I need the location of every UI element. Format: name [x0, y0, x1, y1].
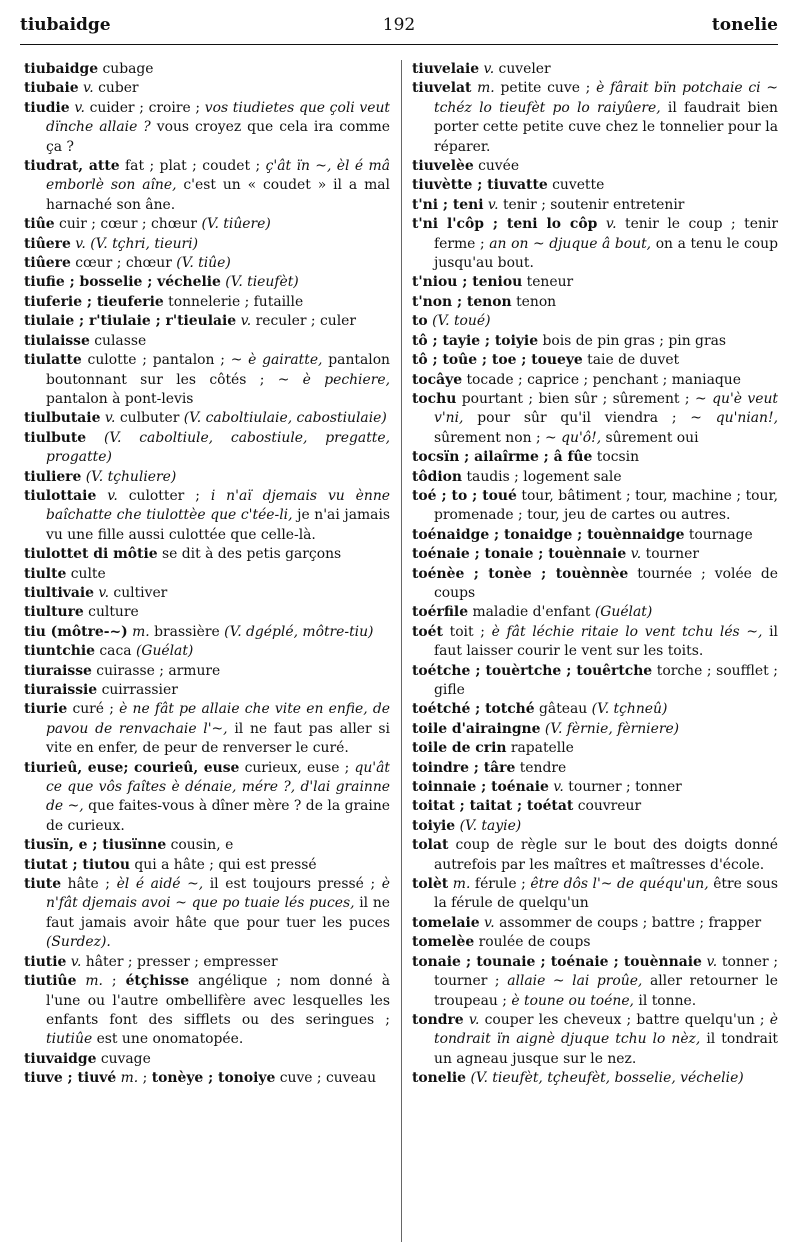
definition-text: teneur	[522, 274, 574, 291]
dictionary-entry	[24, 681, 390, 700]
dictionary-entry	[412, 526, 778, 545]
definition-text	[597, 216, 606, 232]
dictionary-entry	[412, 817, 778, 836]
dictionary-entry	[24, 875, 390, 953]
example-text: è ne fât pe allaie che vite en enfie, de pavou de renvachaie l'~,	[46, 701, 390, 737]
headword: toitat ; taitat ; toétat	[412, 798, 574, 815]
definition-text: ;	[138, 1070, 152, 1087]
definition-text: pantalon à pont-levis	[46, 390, 194, 407]
headword: tiutat ; tiutou	[24, 856, 130, 873]
headword: toindre ; târe	[412, 759, 516, 776]
dictionary-entry	[24, 215, 390, 234]
headword: tiulbute	[24, 429, 87, 446]
example-text: ç'ât ïn ~, èl é mâ emborlè son aîne,	[46, 158, 390, 194]
column-divider	[401, 60, 402, 1242]
headword: tonaie ; tounaie ; toénaie ; touènnaie	[412, 953, 702, 970]
definition-text: c'est un « coudet » il a mal harnaché son âne.	[46, 177, 390, 213]
headword: tiusïn, e ; tiusïnne	[24, 837, 167, 854]
dictionary-entry	[412, 836, 778, 875]
example-text: v. (V. tçhri, tieuri)	[75, 235, 199, 252]
definition-text: il faut laisser courir le vent sur les toits.	[434, 623, 778, 660]
dictionary-entry	[412, 79, 778, 157]
headword: toénaie ; tonaie ; touènnaie	[412, 546, 627, 563]
example-text: m.	[120, 1070, 139, 1087]
dictionary-entry	[24, 1069, 390, 1088]
example-text: (V. tçhneû)	[591, 701, 668, 718]
headword: tiulottet di môtie	[24, 546, 158, 563]
example-text: ~ è gairatte,	[230, 352, 323, 369]
example-text: v.	[240, 313, 252, 330]
definition-text: cubage	[98, 61, 154, 77]
definition-text: tendre	[515, 759, 567, 776]
dictionary-entry	[412, 157, 778, 176]
example-text: (V. toué)	[432, 313, 491, 330]
headword: toénaidge ; tonaidge ; touènnaidge	[412, 526, 685, 543]
dictionary-entry	[24, 79, 390, 98]
definition-text: cuvette	[547, 177, 605, 194]
headword: tô ; toûe ; toe ; toueye	[412, 352, 583, 369]
example-text: ~ qu'è veut v'ni,	[434, 390, 778, 427]
dictionary-entry	[24, 1050, 390, 1069]
dictionary-entry	[412, 953, 778, 1011]
definition-text: cuirasse ; armure	[91, 662, 221, 679]
headword: t'niou ; teniou	[412, 274, 523, 291]
headword: tiûere	[24, 235, 71, 252]
example-text: (V. tieufèt, tçheufèt, bosselie, véchelie)	[470, 1070, 744, 1087]
example-text: (V. tçhuliere)	[85, 468, 177, 485]
headword: étçhisse	[125, 973, 190, 990]
headword: tiulottaie	[24, 487, 97, 504]
headword: tiuraisse	[24, 662, 92, 679]
headword: tonelie	[412, 1070, 467, 1087]
example-text: (V. tiûe)	[176, 255, 231, 272]
example-text: allaie ~ lai proûe,	[507, 973, 643, 990]
definition-text: ;	[102, 973, 126, 990]
dictionary-entry	[412, 739, 778, 758]
headword: tiuve ; tiuvé	[24, 1070, 117, 1087]
example-text: è fât léchie ritaie lo vent tchu lés ~,	[491, 623, 763, 640]
header-first-word: tiubaidge	[20, 15, 111, 35]
definition-text: roulée de coups	[474, 934, 591, 951]
headword: toinnaie ; toénaie	[412, 779, 549, 796]
dictionary-entry	[24, 273, 390, 292]
headword: tiulbutaie	[24, 410, 101, 427]
definition-text: tenon	[511, 293, 557, 310]
dictionary-entry	[412, 933, 778, 952]
headword: toétché ; totché	[412, 701, 535, 718]
dictionary-entry	[24, 60, 390, 79]
headword: tiuraissie	[24, 682, 98, 698]
definition-text: tonner ; tourner ;	[434, 953, 778, 990]
definition-text: hâte ;	[61, 876, 117, 893]
headword: tiurieû, euse; courieû, euse	[24, 759, 240, 776]
definition-text: taudis ; logement sale	[462, 468, 622, 485]
dictionary-entry	[412, 700, 778, 719]
dictionary-entry	[24, 642, 390, 661]
dictionary-entry	[24, 293, 390, 312]
definition-text: pourtant ; bien sûr ; sûrement ;	[456, 390, 696, 407]
definition-text: gâteau	[534, 701, 592, 718]
dictionary-entry	[24, 700, 390, 758]
definition-text: couvreur	[573, 798, 642, 815]
dictionary-entry	[24, 953, 390, 972]
headword: tôdion	[412, 468, 463, 485]
dictionary-entry	[412, 759, 778, 778]
definition-text: tocade ; caprice ; penchant ; maniaque	[462, 371, 741, 388]
right-column	[412, 60, 778, 1245]
definition-text: curé ;	[67, 701, 120, 718]
definition-text: tournage	[684, 526, 753, 543]
headword: tiutiûe	[24, 973, 77, 990]
headword: tiubaidge	[24, 61, 99, 77]
headword: tocsïn ; ailaîrme ; â fûe	[412, 449, 593, 466]
headword: tiu (môtre-~)	[24, 623, 128, 640]
example-text: v.	[553, 779, 564, 796]
definition-text: assommer de coups ; battre ; frapper	[494, 914, 762, 931]
headword: tiuferie ; tieuferie	[24, 293, 164, 310]
dictionary-entry	[24, 312, 390, 331]
definition-text: culture	[83, 604, 139, 621]
page-header	[20, 12, 778, 42]
definition-text: cousin, e	[166, 837, 234, 854]
example-text: (V. tieufèt)	[225, 274, 299, 291]
definition-text: rapatelle	[506, 740, 574, 757]
definition-text: bois de pin gras ; pin gras	[538, 332, 727, 349]
dictionary-entry	[24, 157, 390, 215]
definition-text: tocsin	[592, 449, 640, 466]
definition-text: cuvée	[473, 158, 520, 175]
example-text: vos tiudietes que çoli veut dïnche allaie ?	[46, 99, 390, 136]
definition-text: cuir ; cœur ; chœur	[54, 216, 202, 233]
headword: tiuvelat	[412, 80, 472, 97]
definition-text: cuve ; cuveau	[275, 1070, 377, 1087]
definition-text: tour, bâtiment ; tour, machine ; tour, promenade ; tour, jeu de cartes ou autres.	[434, 487, 779, 524]
headword: to	[412, 313, 428, 330]
example-text: v.	[706, 953, 718, 970]
dictionary-entry	[412, 60, 778, 79]
headword: tiuntchie	[24, 643, 95, 660]
header-rule	[20, 44, 778, 45]
headword: tiudrat, atte	[24, 158, 120, 175]
definition-text: maladie d'enfant	[468, 604, 595, 621]
dictionary-entry	[412, 176, 778, 195]
dictionary-entry	[24, 429, 390, 468]
dictionary-entry	[412, 448, 778, 467]
example-text: è tondrait ïn aignè djuque tchu lo nèz,	[434, 1011, 779, 1048]
example-text: i n'aï djemais vu ènne baîchatte che tiulottèe que c'tée-li,	[46, 487, 390, 524]
example-text: tiutiûe	[46, 1031, 93, 1048]
dictionary-entry	[412, 545, 778, 564]
definition-text: il ne faut jamais avoir hâte que pour tuer les puces	[46, 895, 390, 931]
headword: toé ; to ; toué	[412, 487, 517, 504]
headword: toile d'airaingne	[412, 720, 541, 737]
example-text: v.	[104, 410, 116, 427]
dictionary-entry	[412, 662, 778, 701]
example-text: è fârait bïn potchaie ci ~ tchéz lo tieufèt po lo raiyûere,	[434, 80, 778, 116]
example-text: v.	[483, 61, 495, 77]
headword: tiultivaie	[24, 584, 94, 601]
definition-text: culotter ;	[117, 487, 211, 504]
dictionary-entry	[24, 545, 390, 564]
definition-text: cuber	[93, 80, 139, 97]
example-text: èl é aidé ~,	[116, 876, 204, 893]
dictionary-entry	[24, 487, 390, 545]
dictionary-entry	[24, 254, 390, 273]
definition-text: cuvage	[96, 1050, 151, 1067]
headword: tiutie	[24, 953, 67, 970]
dictionary-entry	[412, 1011, 778, 1069]
example-text: qu'ât ce que vôs faîtes è dénaie, mére ?, d'lai grainne de ~,	[46, 759, 390, 815]
headword: tiuvaidge	[24, 1050, 97, 1067]
definition-text: toit ;	[442, 623, 492, 640]
headword: toiyie	[412, 817, 456, 834]
definition-text: il ne faut pas aller si vite en enfer, de peur de renverser le curé.	[46, 720, 390, 757]
headword: tiulaie ; r'tiulaie ; r'tieulaie	[24, 313, 237, 330]
example-text: ~ qu'ô!,	[545, 429, 602, 446]
definition-text: sûrement non ;	[434, 429, 546, 446]
example-text: (Guélat)	[135, 643, 194, 660]
definition-text: brassière	[149, 623, 225, 640]
dictionary-entry	[412, 875, 778, 914]
definition-text: cœur ; chœur	[70, 255, 177, 272]
definition-text: qui a hâte ; qui est pressé	[130, 856, 317, 873]
definition-text: cultiver	[109, 584, 168, 601]
headword: tocâye	[412, 371, 463, 388]
definition-text: il tonne.	[633, 992, 697, 1009]
example-text: m.	[477, 80, 495, 97]
dictionary-entry	[24, 99, 390, 157]
definition-text: angélique ; nom donné à l'une ou l'autre ombellifère avec lesquelles les enfants font des sifflets ou des seringues ;	[46, 973, 391, 1028]
definition-text: tourner	[641, 546, 699, 563]
definition-text: sûrement oui	[601, 429, 699, 446]
definition-text: culbuter	[115, 410, 184, 427]
example-text: (V. tayie)	[459, 817, 522, 834]
dictionary-entry	[24, 759, 390, 837]
example-text: v.	[605, 216, 617, 233]
definition-text: curieux, euse ;	[239, 759, 355, 776]
example-text: (Surdez).	[46, 934, 111, 951]
headword: t'ni ; teni	[412, 196, 484, 213]
example-text: (V. caboltiule, cabostiule, pregatte, progatte)	[46, 429, 390, 466]
header-last-word: tonelie	[711, 15, 778, 35]
definition-text: vous croyez que cela ira comme ça ?	[46, 119, 390, 155]
definition-text: férule ;	[470, 876, 531, 893]
headword: toénèe ; tonèe ; touènnèe	[412, 565, 629, 582]
dictionary-entry	[24, 409, 390, 428]
definition-text	[86, 430, 104, 446]
dictionary-entry	[412, 215, 778, 273]
headword: tiurie	[24, 701, 68, 718]
definition-text: hâter ; presser ; empresser	[81, 953, 278, 970]
headword: tiute	[24, 876, 62, 893]
left-column	[24, 60, 390, 1245]
example-text: v.	[98, 584, 109, 601]
dictionary-entry	[412, 351, 778, 370]
definition-text: aller retourner le troupeau ;	[434, 973, 779, 1009]
definition-text: que faites-vous à dîner mère ? de la graine de curieux.	[46, 798, 390, 834]
example-text: m.	[452, 876, 471, 893]
example-text: v.	[83, 80, 94, 97]
dictionary-entry	[412, 914, 778, 933]
dictionary-entry	[412, 273, 778, 292]
headword: t'non ; tenon	[412, 293, 512, 310]
example-text: ~ è pechiere,	[277, 371, 390, 388]
headword: tomelaie	[412, 914, 480, 931]
definition-text: tourner ; tonner	[563, 779, 682, 796]
headword: toét	[412, 623, 443, 640]
dictionary-entry	[412, 196, 778, 215]
definition-text: est une onomatopée.	[92, 1031, 244, 1048]
headword: tiulatte	[24, 352, 82, 369]
definition-text: petite cuve ;	[494, 80, 597, 97]
example-text: v.	[70, 953, 82, 970]
example-text: être dôs l'~ de quéqu'un,	[530, 876, 709, 893]
definition-text: culasse	[89, 332, 147, 349]
headword: tiulaisse	[24, 332, 90, 349]
dictionary-entry	[412, 332, 778, 351]
headword: tiulte	[24, 565, 67, 582]
headword: toérfile	[412, 604, 469, 621]
definition-text: torche ; soufflet ; gifle	[434, 662, 778, 698]
dictionary-entry	[412, 468, 778, 487]
definition-text: je n'ai jamais vu une fille aussi culottée que celle-là.	[46, 507, 391, 543]
dictionary-entry	[412, 371, 778, 390]
headword: tiufie ; bosselie ; véchelie	[24, 274, 221, 291]
example-text: (V. caboltiulaie, cabostiulaie)	[183, 410, 387, 427]
headword: t'ni l'côp ; teni lo côp	[412, 216, 598, 233]
example-text: (Guélat)	[594, 604, 653, 621]
example-text: m.	[85, 973, 103, 990]
definition-text: culotte ; pantalon ;	[81, 352, 231, 369]
definition-text: pantalon boutonnant sur les côtés ;	[46, 352, 391, 388]
definition-text	[96, 488, 107, 504]
headword: tochu	[412, 390, 457, 407]
definition-text: il faudrait bien porter cette petite cuve chez le tonnelier pour la réparer.	[434, 99, 778, 155]
definition-text: reculer ; culer	[251, 313, 357, 330]
example-text: v.	[487, 196, 499, 213]
headword: tiudie	[24, 99, 70, 116]
dictionary-entry	[412, 293, 778, 312]
example-text: v.	[107, 487, 118, 504]
definition-text: pour sûr qu'il viendra ;	[463, 410, 691, 427]
headword: tondre	[412, 1011, 464, 1028]
dictionary-entry	[24, 856, 390, 875]
definition-text: taie de duvet	[582, 352, 680, 369]
dictionary-entry	[24, 603, 390, 622]
dictionary-entry	[24, 584, 390, 603]
definition-text: tonnelerie ; futaille	[163, 293, 304, 310]
dictionary-entry	[412, 1069, 778, 1088]
example-text: è n'fât djemais avoi ~ que po tuaie lés puces,	[46, 876, 390, 912]
headword: tiuvelèe	[412, 158, 474, 175]
example-text: (V. tiûere)	[201, 216, 271, 233]
headword: tiûere	[24, 255, 71, 272]
definition-text: coup de règle sur le bout des doigts donné autrefois par les maîtres et maîtresses d'école.	[434, 837, 778, 873]
definition-text: couper les cheveux ; battre quelqu'un ;	[479, 1011, 770, 1028]
headword: tiubaie	[24, 80, 79, 97]
headword: toétche ; touèrtche ; touêrtche	[412, 662, 653, 679]
definition-text: culte	[66, 565, 106, 582]
example-text: an on ~ djuque â bout,	[489, 235, 652, 252]
page-number: 192	[382, 15, 416, 35]
definition-text: être sous la férule de quelqu'un	[434, 876, 778, 912]
dictionary-entry	[24, 972, 390, 1050]
definition-text: cuirrassier	[97, 682, 178, 698]
headword: tonèye ; tonoiye	[151, 1070, 276, 1087]
definition-text: se dit à des petis garçons	[157, 546, 342, 563]
dictionary-entry	[412, 720, 778, 739]
definition-text: cuider ; croire ;	[84, 99, 205, 116]
headword: tomelèe	[412, 934, 475, 951]
example-text: v.	[74, 99, 85, 116]
example-text: è toune ou toéne,	[511, 992, 634, 1009]
headword: tolat	[412, 837, 449, 854]
example-text: ~ qu'nian!,	[690, 410, 778, 427]
dictionary-entry	[24, 332, 390, 351]
headword: toile de crin	[412, 740, 507, 757]
dictionary-entry	[24, 836, 390, 855]
definition-text: il est toujours pressé ;	[203, 876, 382, 893]
headword: tiulture	[24, 604, 84, 621]
definition-text: tenir le coup ; tenir ferme ;	[434, 216, 778, 252]
headword: tiuliere	[24, 468, 82, 485]
definition-text: cuveler	[494, 61, 551, 77]
dictionary-entry	[412, 623, 778, 662]
headword: tolèt	[412, 876, 449, 893]
dictionary-entry	[412, 312, 778, 331]
example-text: v.	[484, 914, 495, 931]
dictionary-entry	[412, 390, 778, 448]
dictionary-entry	[24, 565, 390, 584]
dictionary-entry	[24, 623, 390, 642]
dictionary-entry	[412, 603, 778, 622]
dictionary-entry	[412, 487, 778, 526]
definition-text: on a tenu le coup jusqu'au bout.	[434, 235, 778, 272]
definition-text: fat ; plat ; coudet ;	[119, 158, 266, 175]
dictionary-entry	[24, 351, 390, 409]
dictionary-entry	[24, 235, 390, 254]
dictionary-entry	[24, 468, 390, 487]
example-text: (V. dgéplé, môtre-tiu)	[224, 623, 374, 640]
headword: tô ; tayie ; toiyie	[412, 332, 539, 349]
dictionary-entry	[412, 797, 778, 816]
example-text: m.	[132, 623, 150, 640]
headword: tiuvètte ; tiuvatte	[412, 177, 548, 194]
dictionary-entry	[412, 565, 778, 604]
example-text: (V. fèrnie, fèrniere)	[544, 720, 680, 737]
definition-text: il tondrait un agneau jusque sur le nez.	[434, 1031, 778, 1067]
example-text: v.	[630, 546, 642, 563]
definition-text: caca	[94, 643, 136, 660]
example-text: v.	[468, 1011, 480, 1028]
headword: tiuvelaie	[412, 61, 480, 77]
definition-text: tournée ; volée de coups	[434, 565, 778, 601]
headword: tiûe	[24, 216, 55, 233]
dictionary-entry	[412, 778, 778, 797]
definition-text: tenir ; soutenir entretenir	[498, 196, 685, 213]
dictionary-entry	[24, 662, 390, 681]
